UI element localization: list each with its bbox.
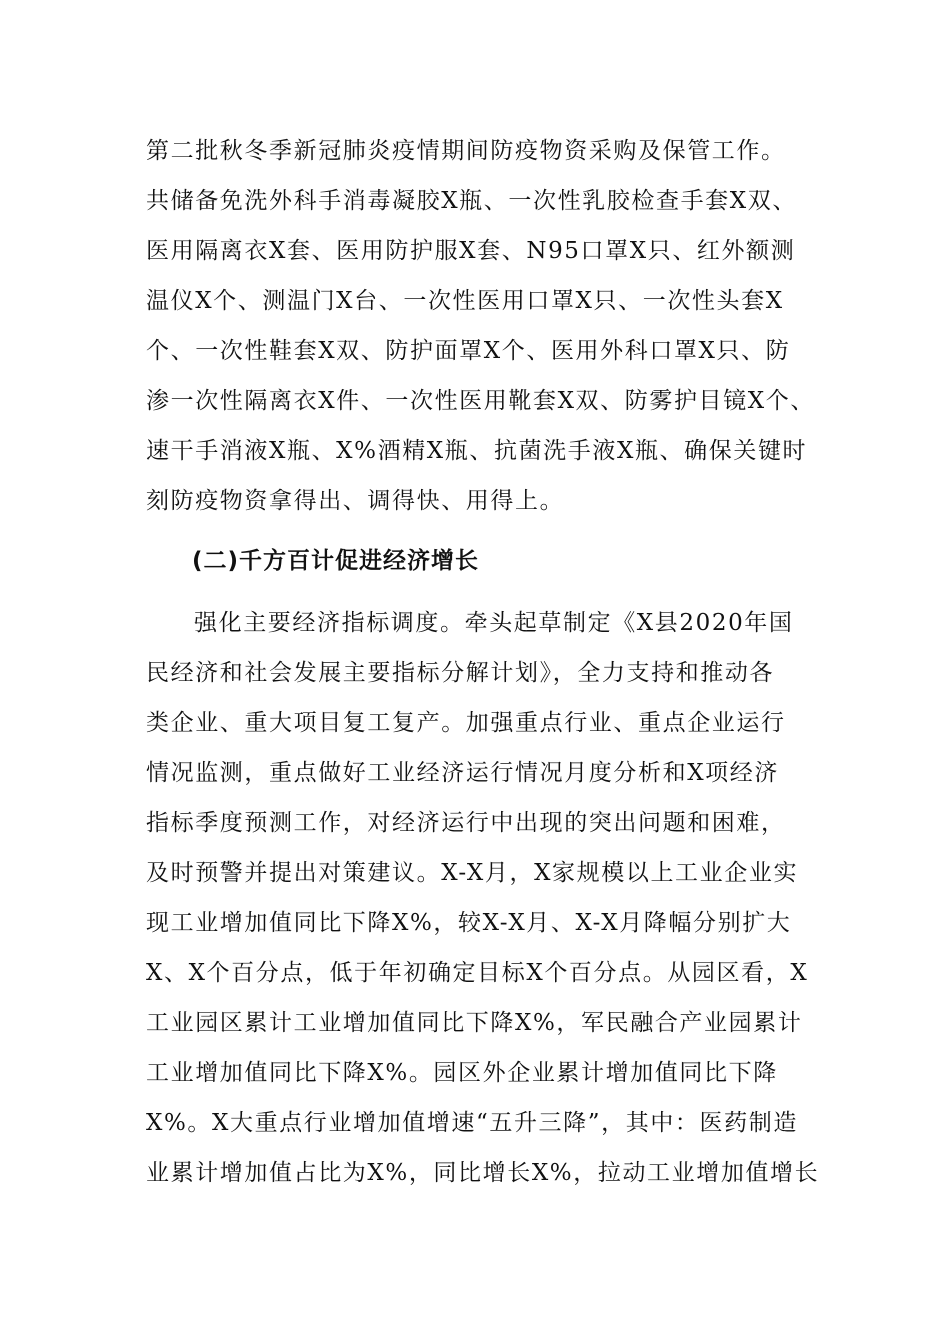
paragraph-1-line-4: 温仪X个、测温门X台、一次性医用口罩X只、一次性头套X bbox=[146, 288, 784, 314]
paragraph-1-line-7: 速干手消液X瓶、X%酒精X瓶、抗菌洗手液X瓶、确保关键时 bbox=[146, 438, 808, 464]
paragraph-2-line-9: 工业园区累计工业增加值同比下降X%，军民融合产业园累计 bbox=[146, 1010, 803, 1036]
paragraph-1-line-5: 个、一次性鞋套X双、防护面罩X个、医用外科口罩X只、防 bbox=[146, 338, 791, 364]
paragraph-1-line-3: 医用隔离衣X套、医用防护服X套、N95口罩X只、红外额测 bbox=[146, 238, 796, 264]
paragraph-2-line-6: 及时预警并提出对策建议。X-X月，X家规模以上工业企业实 bbox=[146, 860, 799, 886]
paragraph-2-line-2: 民经济和社会发展主要指标分解计划》，全力支持和推动各 bbox=[146, 660, 775, 686]
paragraph-2-line-3: 类企业、重大项目复工复产。加强重点行业、重点企业运行 bbox=[146, 710, 786, 736]
paragraph-1-line-1: 第二批秋冬季新冠肺炎疫情期间防疫物资采购及保管工作。 bbox=[146, 138, 786, 164]
paragraph-1-line-2: 共储备免洗外科手消毒凝胶X瓶、一次性乳胶检查手套X双、 bbox=[146, 188, 797, 214]
paragraph-2-line-10: 工业增加值同比下降X%。园区外企业累计增加值同比下降 bbox=[146, 1060, 778, 1086]
section-heading: (二)千方百计促进经济增长 bbox=[192, 548, 480, 574]
paragraph-2-line-12: 业累计增加值占比为X%，同比增长X%，拉动工业增加值增长 bbox=[146, 1160, 820, 1186]
paragraph-2-line-1: 强化主要经济指标调度。牵头起草制定《X县2020年国 bbox=[194, 610, 794, 636]
paragraph-2-line-7: 现工业增加值同比下降X%，较X-X月、X-X月降幅分别扩大 bbox=[146, 910, 792, 936]
paragraph-2-line-11: X%。X大重点行业增加值增速“五升三降”，其中：医药制造 bbox=[146, 1110, 798, 1136]
paragraph-1-line-6: 渗一次性隔离衣X件、一次性医用靴套X双、防雾护目镜X个、 bbox=[146, 388, 815, 414]
paragraph-2-line-5: 指标季度预测工作，对经济运行中出现的突出问题和困难， bbox=[146, 810, 786, 836]
paragraph-2-line-4: 情况监测，重点做好工业经济运行情况月度分析和X项经济 bbox=[146, 760, 779, 786]
paragraph-2-line-8: X、X个百分点，低于年初确定目标X个百分点。从园区看，X bbox=[146, 960, 809, 986]
paragraph-1-line-8: 刻防疫物资拿得出、调得快、用得上。 bbox=[146, 488, 565, 514]
